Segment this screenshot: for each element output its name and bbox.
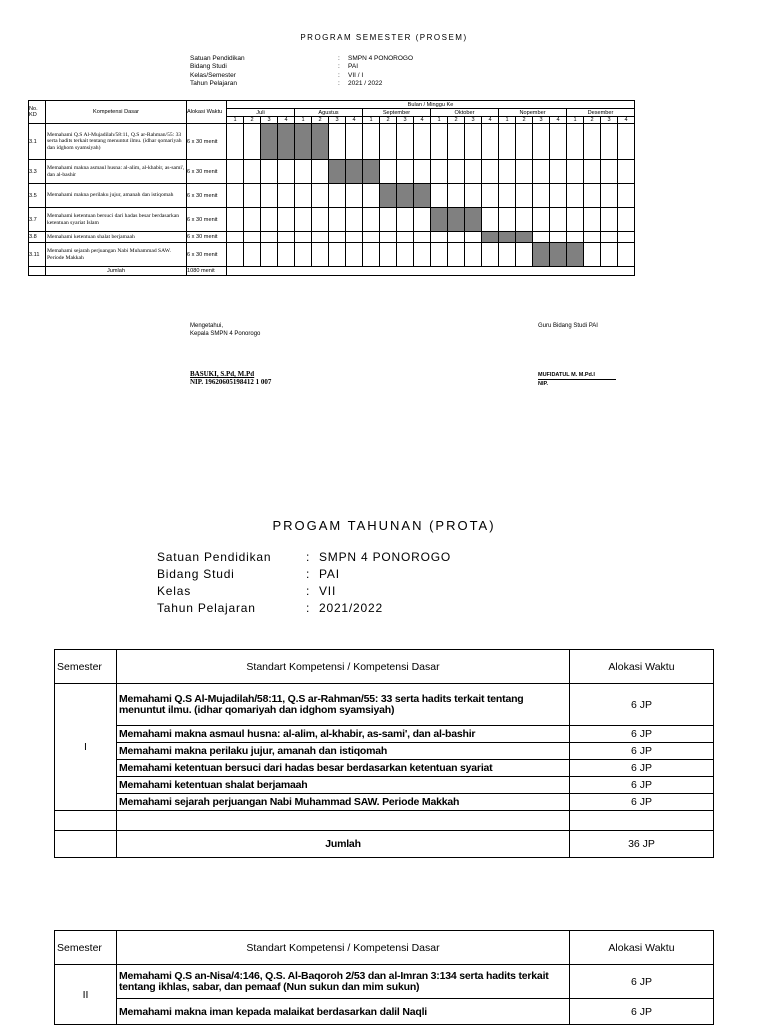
- kd-text: Memahami makna iman kepada malaikat berdasarkan dalil Naqli: [117, 999, 570, 1025]
- semester-label: II: [55, 965, 117, 1025]
- kd-jp: 6 JP: [570, 794, 714, 811]
- kepala-name: BASUKI, S.Pd, M.Pd: [190, 370, 255, 378]
- sign-left: [190, 322, 260, 338]
- sign-kepala: Kepala SMPN 4 Ponorogo: [190, 331, 261, 337]
- week-cell: [567, 232, 584, 243]
- kd-text: Memahami sejarah perjuangan Nabi Muhammad SAW. Periode Makkah: [117, 794, 570, 811]
- week-header: 4: [618, 117, 635, 124]
- week-cell: [448, 184, 465, 208]
- kd-text: Memahami makna perilaku jujur, amanah dan istiqomah: [46, 184, 187, 208]
- week-cell: [601, 243, 618, 267]
- week-cell: [567, 160, 584, 184]
- week-cell: [346, 243, 363, 267]
- info-label: Bidang Studi: [190, 63, 227, 71]
- week-cell: [516, 124, 533, 160]
- week-cell: [465, 232, 482, 243]
- week-cell: [465, 124, 482, 160]
- info-colon: :: [338, 55, 340, 62]
- week-cell: [618, 208, 635, 232]
- week-cell: [278, 243, 295, 267]
- week-header: 2: [516, 117, 533, 124]
- prota-title: PROGAM TAHUNAN (PROTA): [272, 518, 496, 533]
- week-cell: [329, 243, 346, 267]
- week-cell: [312, 184, 329, 208]
- kd-text: Memahami Q.S an-Nisa/4:146, Q.S. Al-Baqoroh 2/53 dan al-Imran 3:134 serta hadits terkait tentang ikhlas, sabar, dan pemaaf (Nun sukun dan mim sukun): [117, 965, 570, 999]
- week-header: 2: [448, 117, 465, 124]
- week-cell: [584, 124, 601, 160]
- prota-info-values: [319, 549, 451, 617]
- month-header: Agustus: [295, 109, 363, 117]
- week-cell: [601, 208, 618, 232]
- week-header: 2: [584, 117, 601, 124]
- week-cell: [584, 232, 601, 243]
- kd-number: 3.8: [29, 232, 46, 243]
- table-row: [29, 208, 635, 232]
- week-cell: [363, 124, 380, 160]
- guru-nip: NIP.: [538, 381, 548, 387]
- info-colon: :: [306, 550, 311, 564]
- week-cell: [363, 184, 380, 208]
- week-cell: [584, 184, 601, 208]
- week-cell: [261, 232, 278, 243]
- week-header: 1: [431, 117, 448, 124]
- week-cell: [397, 124, 414, 160]
- week-cell: [601, 160, 618, 184]
- week-cell: [363, 243, 380, 267]
- info-value: PAI: [348, 63, 358, 71]
- week-cell: [550, 232, 567, 243]
- jumlah-value: 1080 menit: [187, 267, 227, 276]
- info-value: VII: [319, 584, 337, 598]
- info-colon: :: [338, 71, 340, 79]
- week-cell-scheduled: [329, 160, 346, 184]
- month-header: Nopember: [499, 109, 567, 117]
- table-row: [29, 232, 635, 243]
- week-cell: [448, 232, 465, 243]
- week-cell: [397, 208, 414, 232]
- info-value: 2021/2022: [319, 601, 383, 615]
- kd-text: Memahami Q.S Al-Mujadilah/58:11, Q.S ar-Rahman/55: 33 serta hadits terkait tentang menuntut ilmu. (idhar qomariyah dan idghom syamsiyah): [117, 684, 570, 726]
- kepala-nip: NIP. 19620605198412 1 007: [190, 378, 272, 386]
- week-cell-scheduled: [295, 124, 312, 160]
- week-cell: [261, 208, 278, 232]
- kd-jp: 6 JP: [570, 965, 714, 999]
- week-cell: [414, 124, 431, 160]
- week-cell: [465, 160, 482, 184]
- week-cell: [414, 160, 431, 184]
- week-cell: [448, 160, 465, 184]
- week-cell: [329, 208, 346, 232]
- kd-jp: 6 JP: [570, 743, 714, 760]
- week-cell: [295, 208, 312, 232]
- week-cell: [278, 184, 295, 208]
- week-cell: [533, 160, 550, 184]
- week-cell: [431, 232, 448, 243]
- week-cell: [431, 124, 448, 160]
- week-header: 4: [482, 117, 499, 124]
- week-header: 3: [329, 117, 346, 124]
- week-cell: [533, 232, 550, 243]
- kd-jp: 6 JP: [570, 684, 714, 726]
- info-label: Satuan Pendidikan: [190, 55, 245, 62]
- week-cell-scheduled: [380, 184, 397, 208]
- week-cell: [550, 184, 567, 208]
- week-header: 4: [278, 117, 295, 124]
- week-cell: [397, 160, 414, 184]
- week-cell: [278, 160, 295, 184]
- sign-mengetahui: Mengetahui,: [190, 323, 224, 329]
- week-cell-scheduled: [533, 243, 550, 267]
- kd-number: 3.3: [29, 160, 46, 184]
- header-semester: Semester: [55, 931, 117, 965]
- kd-alokasi: 6 x 30 menit: [187, 208, 227, 232]
- week-cell: [516, 184, 533, 208]
- week-cell-scheduled: [516, 232, 533, 243]
- week-cell: [482, 124, 499, 160]
- week-cell: [431, 184, 448, 208]
- week-cell: [499, 184, 516, 208]
- empty-cell: [55, 831, 117, 858]
- week-cell: [295, 232, 312, 243]
- kd-text: Memahami ketentuan bersuci dari hadas besar berdasarkan ketentuan syariat Islam: [46, 208, 187, 232]
- week-cell: [244, 243, 261, 267]
- week-cell: [499, 208, 516, 232]
- week-cell: [465, 243, 482, 267]
- week-cell: [278, 232, 295, 243]
- week-cell: [601, 184, 618, 208]
- week-cell: [295, 184, 312, 208]
- jumlah-value: 36 JP: [570, 831, 714, 858]
- kd-number: 3.11: [29, 243, 46, 267]
- week-cell-scheduled: [397, 184, 414, 208]
- week-cell: [414, 243, 431, 267]
- week-cell: [618, 232, 635, 243]
- week-header: 2: [312, 117, 329, 124]
- prosem-table: [28, 100, 635, 276]
- jumlah-spacer: [29, 267, 46, 276]
- info-label: Satuan Pendidikan: [157, 550, 272, 564]
- week-cell: [244, 208, 261, 232]
- info-colon: :: [306, 567, 311, 581]
- week-cell: [227, 184, 244, 208]
- month-header: September: [363, 109, 431, 117]
- table-row: [29, 243, 635, 267]
- week-cell: [295, 160, 312, 184]
- prosem-title: PROGRAM SEMESTER (PROSEM): [300, 33, 468, 42]
- header-no-kd: No. KD: [29, 101, 46, 124]
- week-header: 1: [499, 117, 516, 124]
- week-cell: [363, 232, 380, 243]
- week-cell: [363, 208, 380, 232]
- kepala-block: [190, 370, 271, 386]
- week-cell: [618, 243, 635, 267]
- empty-cell: [55, 811, 117, 831]
- week-header: 3: [533, 117, 550, 124]
- week-cell: [414, 232, 431, 243]
- kd-jp: 6 JP: [570, 777, 714, 794]
- week-cell-scheduled: [482, 232, 499, 243]
- week-cell-scheduled: [567, 243, 584, 267]
- week-cell: [346, 232, 363, 243]
- jumlah-label: Jumlah: [117, 831, 570, 858]
- week-cell: [244, 232, 261, 243]
- week-cell: [380, 232, 397, 243]
- kd-text: Memahami makna perilaku jujur, amanah dan istiqomah: [117, 743, 570, 760]
- week-cell: [346, 124, 363, 160]
- week-cell: [414, 208, 431, 232]
- jumlah-label: Jumlah: [46, 267, 187, 276]
- week-cell: [499, 124, 516, 160]
- header-kompetensi: Kompetensi Dasar: [46, 101, 187, 124]
- week-cell: [227, 232, 244, 243]
- sign-right: Guru Bidang Studi PAI: [538, 323, 598, 329]
- prosem-info-labels: [190, 55, 245, 89]
- guru-name: MUFIDATUL M. M.Pd.I: [538, 371, 616, 380]
- week-cell-scheduled: [278, 124, 295, 160]
- week-cell: [312, 243, 329, 267]
- kd-alokasi: 6 x 30 menit: [187, 232, 227, 243]
- header-standar: Standart Kompetensi / Kompetensi Dasar: [117, 650, 570, 684]
- info-value: VII / I: [348, 71, 364, 79]
- week-cell-scheduled: [465, 208, 482, 232]
- week-cell-scheduled: [363, 160, 380, 184]
- week-cell: [516, 208, 533, 232]
- week-cell-scheduled: [346, 160, 363, 184]
- week-cell: [312, 160, 329, 184]
- info-label: Kelas: [157, 584, 192, 598]
- week-cell: [261, 243, 278, 267]
- info-label: Kelas/Semester: [190, 71, 236, 79]
- kd-jp: 6 JP: [570, 726, 714, 743]
- header-semester: Semester: [55, 650, 117, 684]
- week-cell-scheduled: [550, 243, 567, 267]
- week-cell: [533, 184, 550, 208]
- week-cell: [618, 160, 635, 184]
- week-cell: [346, 184, 363, 208]
- month-header: Oktober: [431, 109, 499, 117]
- prota-info-labels: [157, 549, 271, 617]
- week-cell: [516, 243, 533, 267]
- week-cell: [244, 124, 261, 160]
- week-cell-scheduled: [261, 124, 278, 160]
- week-header: 1: [295, 117, 312, 124]
- table-row: [29, 184, 635, 208]
- kd-jp: 6 JP: [570, 999, 714, 1025]
- week-header: 3: [397, 117, 414, 124]
- prota-table-semester-2: [54, 930, 714, 1025]
- prosem-info-colons: [338, 55, 340, 89]
- week-header: 2: [244, 117, 261, 124]
- week-header: 1: [567, 117, 584, 124]
- jumlah-empty: [227, 267, 635, 276]
- week-header: 1: [363, 117, 380, 124]
- kd-text: Memahami makna asmaul husna: al-alim, al-khabir, as-sami', dan al-bashir: [117, 726, 570, 743]
- week-cell: [601, 232, 618, 243]
- week-cell: [584, 160, 601, 184]
- week-cell: [380, 124, 397, 160]
- week-cell: [482, 243, 499, 267]
- kd-text: Memahami sejarah perjuangan Nabi Muhammad SAW. Periode Makkah: [46, 243, 187, 267]
- info-colon: :: [306, 601, 311, 615]
- week-cell: [482, 208, 499, 232]
- table-row: [29, 124, 635, 160]
- week-header: 4: [414, 117, 431, 124]
- kd-alokasi: 6 x 30 menit: [187, 124, 227, 160]
- week-header: 3: [261, 117, 278, 124]
- week-cell: [533, 124, 550, 160]
- info-value: SMPN 4 PONOROGO: [348, 55, 414, 62]
- kd-number: 3.7: [29, 208, 46, 232]
- kd-text: Memahami Q.S Al-Mujadilah/58:11, Q.S ar-Rahman/55: 33 serta hadits terkait tentang menuntut ilmu. (idhar qomariyah dan idghom syamsiyah): [46, 124, 187, 160]
- week-cell: [482, 160, 499, 184]
- week-header: 4: [346, 117, 363, 124]
- header-alokasi: Alokasi Waktu: [187, 101, 227, 124]
- week-header: 3: [465, 117, 482, 124]
- week-cell: [329, 124, 346, 160]
- week-cell: [550, 160, 567, 184]
- week-cell: [584, 208, 601, 232]
- week-cell: [431, 243, 448, 267]
- week-cell: [584, 243, 601, 267]
- week-header: 2: [380, 117, 397, 124]
- week-cell: [244, 160, 261, 184]
- week-cell: [261, 160, 278, 184]
- kd-jp: 6 JP: [570, 760, 714, 777]
- week-cell: [261, 184, 278, 208]
- week-cell: [499, 160, 516, 184]
- week-cell: [448, 243, 465, 267]
- week-cell: [295, 243, 312, 267]
- kd-alokasi: 6 x 30 menit: [187, 160, 227, 184]
- week-cell: [346, 208, 363, 232]
- empty-cell: [570, 811, 714, 831]
- week-cell: [618, 124, 635, 160]
- kd-text: Memahami makna asmaul husna: al-alim, al-khabir, as-sami', dan al-bashir: [46, 160, 187, 184]
- month-header: Juli: [227, 109, 295, 117]
- info-colon: :: [338, 80, 340, 88]
- week-cell: [516, 160, 533, 184]
- info-value: 2021 / 2022: [348, 80, 383, 88]
- kd-alokasi: 6 x 30 menit: [187, 184, 227, 208]
- prota-table-semester-1: [54, 649, 714, 858]
- semester-label: I: [55, 684, 117, 811]
- table-row: [29, 160, 635, 184]
- week-cell-scheduled: [414, 184, 431, 208]
- kd-text: Memahami ketentuan shalat berjamaah: [46, 232, 187, 243]
- week-header: 3: [601, 117, 618, 124]
- week-cell: [278, 208, 295, 232]
- week-cell: [431, 160, 448, 184]
- week-cell: [567, 208, 584, 232]
- week-cell: [448, 124, 465, 160]
- week-cell: [227, 124, 244, 160]
- week-cell: [618, 184, 635, 208]
- kd-number: 3.1: [29, 124, 46, 160]
- week-cell: [550, 124, 567, 160]
- kd-text: Memahami ketentuan shalat berjamaah: [117, 777, 570, 794]
- week-cell: [567, 124, 584, 160]
- header-standar: Standart Kompetensi / Kompetensi Dasar: [117, 931, 570, 965]
- week-cell: [397, 243, 414, 267]
- week-cell: [397, 232, 414, 243]
- guru-block: [538, 371, 616, 388]
- header-bulan: Bulan / Minggu Ke: [227, 101, 635, 109]
- kd-number: 3.5: [29, 184, 46, 208]
- week-cell: [244, 184, 261, 208]
- info-value: PAI: [319, 567, 340, 581]
- info-colon: :: [306, 584, 311, 598]
- week-cell: [227, 160, 244, 184]
- header-alokasi: Alokasi Waktu: [570, 931, 714, 965]
- week-cell: [312, 208, 329, 232]
- week-cell: [312, 232, 329, 243]
- kd-text: Memahami ketentuan bersuci dari hadas besar berdasarkan ketentuan syariat: [117, 760, 570, 777]
- week-cell-scheduled: [448, 208, 465, 232]
- prosem-info-values: [348, 55, 413, 89]
- week-cell: [499, 243, 516, 267]
- week-cell: [380, 243, 397, 267]
- week-cell-scheduled: [499, 232, 516, 243]
- week-cell-scheduled: [312, 124, 329, 160]
- week-header: 1: [227, 117, 244, 124]
- week-cell: [567, 184, 584, 208]
- week-cell: [329, 184, 346, 208]
- week-cell: [533, 208, 550, 232]
- week-cell: [601, 124, 618, 160]
- info-colon: :: [338, 63, 340, 71]
- week-cell: [465, 184, 482, 208]
- info-label: Tahun Pelajaran: [157, 601, 256, 615]
- info-label: Tahun Pelajaran: [190, 80, 237, 88]
- kd-alokasi: 6 x 30 menit: [187, 243, 227, 267]
- empty-cell: [117, 811, 570, 831]
- prota-info-colons: [306, 549, 310, 617]
- week-cell: [550, 208, 567, 232]
- week-cell: [482, 184, 499, 208]
- week-cell: [380, 208, 397, 232]
- week-cell: [227, 208, 244, 232]
- info-value: SMPN 4 PONOROGO: [319, 550, 452, 564]
- week-cell-scheduled: [431, 208, 448, 232]
- week-cell: [380, 160, 397, 184]
- info-label: Bidang Studi: [157, 567, 235, 581]
- header-alokasi: Alokasi Waktu: [570, 650, 714, 684]
- month-header: Desember: [567, 109, 635, 117]
- week-cell: [227, 243, 244, 267]
- week-header: 4: [550, 117, 567, 124]
- week-cell: [329, 232, 346, 243]
